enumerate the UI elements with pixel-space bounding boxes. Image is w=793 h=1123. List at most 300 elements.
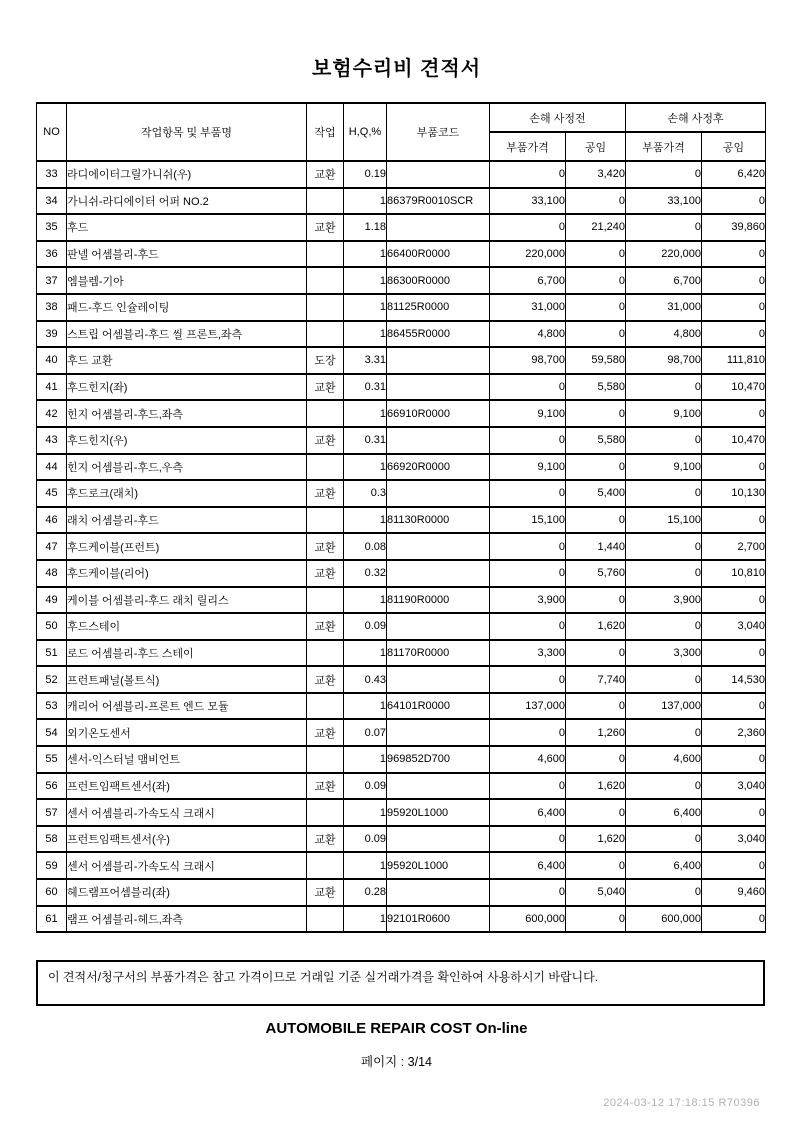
row-no: 56 xyxy=(37,773,67,800)
part-code xyxy=(387,773,490,800)
before-labor: 5,400 xyxy=(566,480,626,507)
row-no: 39 xyxy=(37,321,67,348)
after-part-price: 98,700 xyxy=(626,347,702,374)
footer-brand: AUTOMOBILE REPAIR COST On-line xyxy=(265,1020,528,1037)
hq-value: 1 xyxy=(344,852,387,879)
before-part-price: 600,000 xyxy=(490,906,566,933)
table-row xyxy=(37,560,766,587)
before-labor: 0 xyxy=(566,906,626,933)
col-header-work: 작업 xyxy=(307,103,344,161)
row-no: 59 xyxy=(37,852,67,879)
col-header-no: NO xyxy=(37,103,67,161)
work-type: 교환 xyxy=(307,214,344,241)
item-name: 엠블렘-기아 xyxy=(67,267,307,294)
part-code xyxy=(387,161,490,188)
part-code xyxy=(387,826,490,853)
row-no: 51 xyxy=(37,640,67,667)
col-header-hq: H,Q,% xyxy=(344,103,387,161)
table-row xyxy=(37,640,766,667)
notice-text: 이 견적서/청구서의 부품가격은 참고 가격이므로 거래일 기준 실거래가격을 확인하여 사용하시기 바랍니다. xyxy=(48,970,599,984)
after-part-price: 0 xyxy=(626,214,702,241)
table-row xyxy=(37,826,766,853)
row-no: 40 xyxy=(37,347,67,374)
after-part-price: 0 xyxy=(626,427,702,454)
work-type xyxy=(307,188,344,215)
after-part-price: 0 xyxy=(626,480,702,507)
before-labor: 0 xyxy=(566,507,626,534)
part-code: 81170R0000 xyxy=(387,640,490,667)
table-row xyxy=(37,879,766,906)
after-labor: 2,700 xyxy=(702,533,766,560)
table-row xyxy=(37,454,766,481)
before-part-price: 0 xyxy=(490,480,566,507)
part-code: 81125R0000 xyxy=(387,294,490,321)
part-code xyxy=(387,427,490,454)
table-row xyxy=(37,533,766,560)
before-part-price: 0 xyxy=(490,533,566,560)
hq-value: 1 xyxy=(344,400,387,427)
table-row xyxy=(37,852,766,879)
before-labor: 0 xyxy=(566,294,626,321)
before-part-price: 220,000 xyxy=(490,241,566,268)
row-no: 37 xyxy=(37,267,67,294)
part-code: 64101R0000 xyxy=(387,693,490,720)
before-part-price: 137,000 xyxy=(490,693,566,720)
before-part-price: 33,100 xyxy=(490,188,566,215)
part-code: 66400R0000 xyxy=(387,241,490,268)
before-labor: 59,580 xyxy=(566,347,626,374)
col-header-part-code: 부품코드 xyxy=(387,103,490,161)
after-labor: 0 xyxy=(702,454,766,481)
work-type: 교환 xyxy=(307,773,344,800)
item-name: 프런트패널(볼트식) xyxy=(67,666,307,693)
table-row xyxy=(37,400,766,427)
work-type xyxy=(307,640,344,667)
row-no: 52 xyxy=(37,666,67,693)
before-part-price: 4,800 xyxy=(490,321,566,348)
col-header-before-part-price: 부품가격 xyxy=(490,132,566,161)
work-type: 교환 xyxy=(307,480,344,507)
item-name: 후드 교환 xyxy=(67,347,307,374)
after-part-price: 6,400 xyxy=(626,852,702,879)
work-type xyxy=(307,267,344,294)
item-name: 후드케이블(리어) xyxy=(67,560,307,587)
row-no: 42 xyxy=(37,400,67,427)
after-labor: 0 xyxy=(702,400,766,427)
after-part-price: 31,000 xyxy=(626,294,702,321)
before-part-price: 0 xyxy=(490,773,566,800)
hq-value: 3.31 xyxy=(344,347,387,374)
hq-value: 1 xyxy=(344,454,387,481)
hq-value: 0.3 xyxy=(344,480,387,507)
part-code: 66920R0000 xyxy=(387,454,490,481)
work-type xyxy=(307,906,344,933)
before-labor: 7,740 xyxy=(566,666,626,693)
after-part-price: 600,000 xyxy=(626,906,702,933)
after-labor: 0 xyxy=(702,294,766,321)
after-labor: 0 xyxy=(702,640,766,667)
before-part-price: 6,400 xyxy=(490,799,566,826)
table-row xyxy=(37,294,766,321)
before-labor: 0 xyxy=(566,799,626,826)
table-row xyxy=(37,188,766,215)
after-part-price: 0 xyxy=(626,374,702,401)
before-part-price: 9,100 xyxy=(490,400,566,427)
hq-value: 0.09 xyxy=(344,773,387,800)
after-part-price: 0 xyxy=(626,161,702,188)
col-header-after-labor: 공임 xyxy=(702,132,766,161)
part-code xyxy=(387,480,490,507)
hq-value: 0.31 xyxy=(344,427,387,454)
after-labor: 3,040 xyxy=(702,613,766,640)
item-name: 판넬 어셈블리-후드 xyxy=(67,241,307,268)
item-name: 후드힌지(좌) xyxy=(67,374,307,401)
item-name: 가니쉬-라디에이터 어퍼 NO.2 xyxy=(67,188,307,215)
item-name: 후드힌지(우) xyxy=(67,427,307,454)
table-row xyxy=(37,267,766,294)
before-labor: 0 xyxy=(566,321,626,348)
before-part-price: 9,100 xyxy=(490,454,566,481)
hq-value: 1 xyxy=(344,640,387,667)
after-part-price: 0 xyxy=(626,613,702,640)
hq-value: 1 xyxy=(344,294,387,321)
table-row xyxy=(37,480,766,507)
before-part-price: 0 xyxy=(490,161,566,188)
table-row xyxy=(37,347,766,374)
before-part-price: 4,600 xyxy=(490,746,566,773)
row-no: 58 xyxy=(37,826,67,853)
after-labor: 0 xyxy=(702,906,766,933)
hq-value: 1 xyxy=(344,693,387,720)
after-part-price: 0 xyxy=(626,773,702,800)
row-no: 45 xyxy=(37,480,67,507)
before-labor: 1,620 xyxy=(566,773,626,800)
hq-value: 1 xyxy=(344,241,387,268)
work-type: 교환 xyxy=(307,374,344,401)
work-type: 교환 xyxy=(307,719,344,746)
table-row xyxy=(37,906,766,933)
after-labor: 0 xyxy=(702,188,766,215)
before-labor: 1,620 xyxy=(566,826,626,853)
item-name: 패드-후드 인슐레이팅 xyxy=(67,294,307,321)
before-part-price: 0 xyxy=(490,374,566,401)
work-type: 교환 xyxy=(307,666,344,693)
after-part-price: 15,100 xyxy=(626,507,702,534)
item-name: 케이블 어셈블리-후드 래치 릴리스 xyxy=(67,587,307,614)
hq-value: 1 xyxy=(344,188,387,215)
table-row xyxy=(37,214,766,241)
work-type: 교환 xyxy=(307,161,344,188)
work-type xyxy=(307,294,344,321)
hq-value: 1 xyxy=(344,267,387,294)
hq-value: 0.19 xyxy=(344,161,387,188)
row-no: 43 xyxy=(37,427,67,454)
part-code: 86379R0010SCR xyxy=(387,188,490,215)
work-type xyxy=(307,454,344,481)
hq-value: 1.18 xyxy=(344,214,387,241)
after-labor: 9,460 xyxy=(702,879,766,906)
work-type xyxy=(307,241,344,268)
after-labor: 3,040 xyxy=(702,826,766,853)
after-labor: 10,130 xyxy=(702,480,766,507)
work-type xyxy=(307,746,344,773)
before-labor: 0 xyxy=(566,188,626,215)
part-code: 81130R0000 xyxy=(387,507,490,534)
before-labor: 0 xyxy=(566,587,626,614)
item-name: 센서 어셈블리-가속도식 크래시 xyxy=(67,852,307,879)
header-row-group xyxy=(37,103,766,132)
after-labor: 10,470 xyxy=(702,374,766,401)
before-part-price: 15,100 xyxy=(490,507,566,534)
part-code xyxy=(387,719,490,746)
work-type: 교환 xyxy=(307,427,344,454)
row-no: 57 xyxy=(37,799,67,826)
after-labor: 10,470 xyxy=(702,427,766,454)
part-code xyxy=(387,613,490,640)
before-labor: 0 xyxy=(566,746,626,773)
after-part-price: 0 xyxy=(626,666,702,693)
work-type: 교환 xyxy=(307,533,344,560)
work-type: 도장 xyxy=(307,347,344,374)
part-code xyxy=(387,374,490,401)
notice-box xyxy=(36,960,765,1006)
after-labor: 0 xyxy=(702,267,766,294)
col-header-after-assessment: 손해 사정후 xyxy=(626,103,766,132)
work-type xyxy=(307,799,344,826)
after-part-price: 220,000 xyxy=(626,241,702,268)
before-part-price: 0 xyxy=(490,826,566,853)
before-labor: 5,040 xyxy=(566,879,626,906)
before-part-price: 98,700 xyxy=(490,347,566,374)
row-no: 53 xyxy=(37,693,67,720)
item-name: 라디에이터그릴가니쉬(우) xyxy=(67,161,307,188)
before-part-price: 0 xyxy=(490,427,566,454)
after-part-price: 0 xyxy=(626,533,702,560)
before-labor: 0 xyxy=(566,400,626,427)
item-name: 로드 어셈블리-후드 스테이 xyxy=(67,640,307,667)
after-part-price: 9,100 xyxy=(626,400,702,427)
before-labor: 5,580 xyxy=(566,427,626,454)
hq-value: 0.31 xyxy=(344,374,387,401)
after-labor: 0 xyxy=(702,799,766,826)
after-labor: 0 xyxy=(702,241,766,268)
before-labor: 0 xyxy=(566,693,626,720)
before-labor: 1,620 xyxy=(566,613,626,640)
work-type: 교환 xyxy=(307,560,344,587)
hq-value: 0.09 xyxy=(344,613,387,640)
after-part-price: 6,400 xyxy=(626,799,702,826)
part-code xyxy=(387,560,490,587)
table-row xyxy=(37,241,766,268)
after-labor: 0 xyxy=(702,693,766,720)
after-labor: 2,360 xyxy=(702,719,766,746)
part-code xyxy=(387,533,490,560)
before-part-price: 6,400 xyxy=(490,852,566,879)
after-labor: 0 xyxy=(702,507,766,534)
item-name: 프런트임팩트센서(우) xyxy=(67,826,307,853)
before-part-price: 0 xyxy=(490,719,566,746)
item-name: 래치 어셈블리-후드 xyxy=(67,507,307,534)
part-code: 95920L1000 xyxy=(387,852,490,879)
hq-value: 0.07 xyxy=(344,719,387,746)
row-no: 35 xyxy=(37,214,67,241)
item-name: 힌지 어셈블리-후드,좌측 xyxy=(67,400,307,427)
row-no: 38 xyxy=(37,294,67,321)
after-labor: 10,810 xyxy=(702,560,766,587)
row-no: 54 xyxy=(37,719,67,746)
hq-value: 0.28 xyxy=(344,879,387,906)
hq-value: 1 xyxy=(344,321,387,348)
before-labor: 0 xyxy=(566,640,626,667)
table-row xyxy=(37,799,766,826)
work-type xyxy=(307,507,344,534)
before-labor: 1,440 xyxy=(566,533,626,560)
after-part-price: 33,100 xyxy=(626,188,702,215)
item-name: 프런트임팩트센서(좌) xyxy=(67,773,307,800)
part-code xyxy=(387,214,490,241)
after-part-price: 4,800 xyxy=(626,321,702,348)
item-name: 램프 어셈블리-헤드,좌측 xyxy=(67,906,307,933)
item-name: 캐리어 어셈블리-프론트 엔드 모듈 xyxy=(67,693,307,720)
col-header-item: 작업항목 및 부품명 xyxy=(67,103,307,161)
before-part-price: 0 xyxy=(490,879,566,906)
part-code: 86455R0000 xyxy=(387,321,490,348)
before-labor: 5,580 xyxy=(566,374,626,401)
after-labor: 39,860 xyxy=(702,214,766,241)
after-labor: 111,810 xyxy=(702,347,766,374)
item-name: 헤드램프어셈블리(좌) xyxy=(67,879,307,906)
before-part-price: 3,900 xyxy=(490,587,566,614)
table-row xyxy=(37,374,766,401)
after-part-price: 3,300 xyxy=(626,640,702,667)
table-row xyxy=(37,666,766,693)
hq-value: 1 xyxy=(344,906,387,933)
part-code: 66910R0000 xyxy=(387,400,490,427)
item-name: 후드케이블(프런트) xyxy=(67,533,307,560)
part-code xyxy=(387,666,490,693)
before-part-price: 0 xyxy=(490,613,566,640)
timestamp: 2024-03-12 17:18:15 R70396 xyxy=(603,1097,760,1109)
page-title: 보험수리비 견적서 xyxy=(311,58,482,80)
row-no: 55 xyxy=(37,746,67,773)
part-code xyxy=(387,347,490,374)
work-type: 교환 xyxy=(307,613,344,640)
work-type xyxy=(307,852,344,879)
work-type xyxy=(307,693,344,720)
before-part-price: 0 xyxy=(490,666,566,693)
after-part-price: 0 xyxy=(626,560,702,587)
row-no: 50 xyxy=(37,613,67,640)
work-type: 교환 xyxy=(307,826,344,853)
row-no: 48 xyxy=(37,560,67,587)
after-labor: 0 xyxy=(702,587,766,614)
after-labor: 0 xyxy=(702,321,766,348)
after-part-price: 6,700 xyxy=(626,267,702,294)
table-row xyxy=(37,746,766,773)
table-row xyxy=(37,587,766,614)
row-no: 36 xyxy=(37,241,67,268)
before-labor: 3,420 xyxy=(566,161,626,188)
table-header xyxy=(37,103,766,161)
estimate-table xyxy=(36,102,766,933)
after-labor: 14,530 xyxy=(702,666,766,693)
item-name: 후드 xyxy=(67,214,307,241)
hq-value: 0.43 xyxy=(344,666,387,693)
table-row xyxy=(37,719,766,746)
before-part-price: 6,700 xyxy=(490,267,566,294)
after-part-price: 0 xyxy=(626,826,702,853)
after-labor: 6,420 xyxy=(702,161,766,188)
before-labor: 0 xyxy=(566,241,626,268)
part-code xyxy=(387,879,490,906)
col-header-before-labor: 공임 xyxy=(566,132,626,161)
after-labor: 3,040 xyxy=(702,773,766,800)
col-header-after-part-price: 부품가격 xyxy=(626,132,702,161)
after-part-price: 0 xyxy=(626,879,702,906)
part-code: 86300R0000 xyxy=(387,267,490,294)
after-part-price: 3,900 xyxy=(626,587,702,614)
hq-value: 1 xyxy=(344,799,387,826)
part-code: 81190R0000 xyxy=(387,587,490,614)
after-part-price: 9,100 xyxy=(626,454,702,481)
table-row xyxy=(37,507,766,534)
item-name: 외기온도센서 xyxy=(67,719,307,746)
row-no: 49 xyxy=(37,587,67,614)
before-part-price: 31,000 xyxy=(490,294,566,321)
before-part-price: 0 xyxy=(490,560,566,587)
table-row xyxy=(37,161,766,188)
item-name: 센서 어셈블리-가속도식 크래시 xyxy=(67,799,307,826)
row-no: 47 xyxy=(37,533,67,560)
hq-value: 1 xyxy=(344,507,387,534)
before-labor: 5,760 xyxy=(566,560,626,587)
table-row xyxy=(37,773,766,800)
hq-value: 1 xyxy=(344,587,387,614)
work-type xyxy=(307,400,344,427)
after-part-price: 4,600 xyxy=(626,746,702,773)
before-labor: 0 xyxy=(566,454,626,481)
after-labor: 0 xyxy=(702,852,766,879)
before-labor: 21,240 xyxy=(566,214,626,241)
before-part-price: 0 xyxy=(490,214,566,241)
hq-value: 0.32 xyxy=(344,560,387,587)
table-row xyxy=(37,613,766,640)
before-labor: 0 xyxy=(566,852,626,879)
item-name: 후드로크(래치) xyxy=(67,480,307,507)
row-no: 44 xyxy=(37,454,67,481)
row-no: 34 xyxy=(37,188,67,215)
after-labor: 0 xyxy=(702,746,766,773)
table-row xyxy=(37,693,766,720)
before-labor: 0 xyxy=(566,267,626,294)
hq-value: 0.08 xyxy=(344,533,387,560)
row-no: 33 xyxy=(37,161,67,188)
after-part-price: 137,000 xyxy=(626,693,702,720)
work-type xyxy=(307,321,344,348)
row-no: 41 xyxy=(37,374,67,401)
table-row xyxy=(37,321,766,348)
part-code: 969852D700 xyxy=(387,746,490,773)
hq-value: 1 xyxy=(344,746,387,773)
table-body xyxy=(37,161,766,932)
item-name: 후드스테이 xyxy=(67,613,307,640)
work-type xyxy=(307,587,344,614)
page-number: 페이지 : 3/14 xyxy=(361,1055,432,1069)
item-name: 스트립 어셈블리-후드 씰 프론트,좌측 xyxy=(67,321,307,348)
part-code: 92101R0600 xyxy=(387,906,490,933)
after-part-price: 0 xyxy=(626,719,702,746)
before-part-price: 3,300 xyxy=(490,640,566,667)
